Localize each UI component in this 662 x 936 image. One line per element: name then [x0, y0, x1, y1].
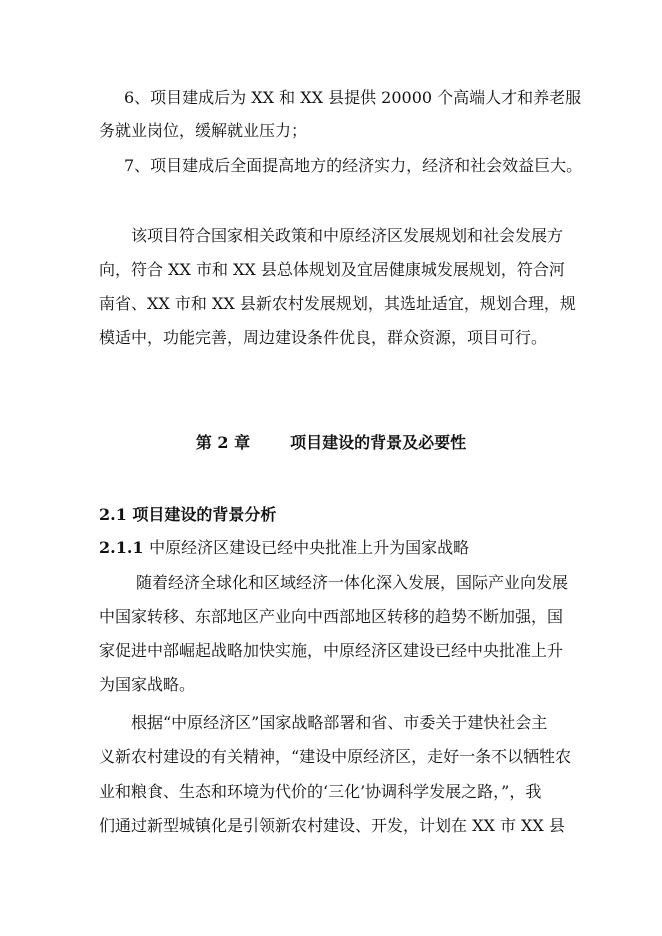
- body-paragraph-2-line-1: 根据“中原经济区”国家战略部署和省、市委关于建快社会主: [131, 713, 548, 732]
- body-paragraph-2-line-2: 义新农村建设的有关精神，“建设中原经济区，走好一条不以牺牲农: [99, 747, 572, 766]
- body-paragraph-1-line-3: 家促进中部崛起战略加快实施，中原经济区建设已经中央批准上升: [99, 641, 564, 660]
- list-item-7-line-1: 7、项目建成后全面提高地方的经济实力，经济和社会效益巨大。: [124, 156, 583, 175]
- chapter-number: 第 2 章: [195, 433, 251, 452]
- conclusion-paragraph-line-3: 南省、XX 市和 XX 县新农村发展规划，其选址适宜，规划合理，规: [99, 294, 576, 313]
- body-paragraph-1-line-2: 中国家转移、东部地区产业向中西部地区转移的趋势不断加强，国: [99, 607, 564, 626]
- conclusion-paragraph-line-4: 模适中，功能完善，周边建设条件优良，群众资源，项目可行。: [99, 328, 548, 347]
- body-paragraph-2-line-3: 业和粮食、生态和环境为代价的‘三化’协调科学发展之路，”，我: [99, 782, 542, 801]
- subsection-heading: [99, 538, 469, 558]
- section-heading: [99, 505, 276, 525]
- chapter-title: 项目建设的背景及必要性: [290, 433, 467, 452]
- list-item-6-line-1: 6、项目建成后为 XX 和 XX 县提供 20000 个高端人才和养老服: [124, 88, 582, 107]
- conclusion-paragraph-line-1: 该项目符合国家相关政策和中原经济区发展规划和社会发展方: [131, 226, 564, 245]
- conclusion-paragraph-line-2: 向，符合 XX 市和 XX 县总体规划及宜居健康城发展规划，符合河: [99, 260, 565, 279]
- body-paragraph-2-line-4: 们通过新型城镇化是引领新农村建设、开发，计划在 XX 市 XX 县: [99, 816, 565, 835]
- subsection-number: 2.1.1: [99, 538, 144, 557]
- subsection-title: 中原经济区建设已经中央批准上升为国家战略: [149, 538, 470, 557]
- body-paragraph-1-line-1: 随着经济全球化和区域经济一体化深入发展，国际产业向发展: [136, 573, 569, 592]
- list-item-6-line-2: 务就业岗位，缓解就业压力；: [99, 121, 308, 140]
- chapter-heading: [0, 433, 662, 453]
- section-title: 项目建设的背景分析: [132, 505, 277, 524]
- body-paragraph-1-line-4: 为国家战略。: [99, 675, 196, 694]
- section-number: 2.1: [99, 505, 127, 524]
